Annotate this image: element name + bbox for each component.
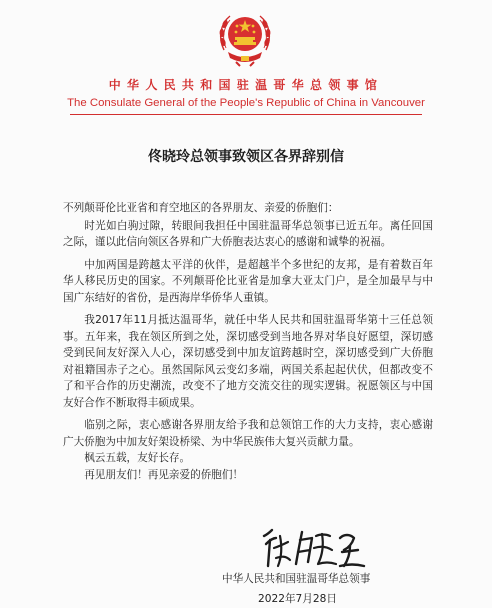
consulate-name-chinese: 中华人民共和国驻温哥华总领事馆: [108, 78, 384, 92]
handwritten-signature-icon: [256, 526, 374, 570]
paragraph: 临别之际，衷心感谢各界朋友给予我和总领馆工作的大力支持，衷心感谢广大侨胞为中加友好架设桥梁、为中华民族伟大复兴贡献力量。: [63, 419, 433, 448]
paragraph: 中加两国是跨越太平洋的伙伴，是超越半个多世纪的友邦，是有着数百年华人移民历史的国家。不列颠哥伦比亚省是加拿大亚太门户，是全加最早与中国广东结好的省份，是西海岸华侨华人重镇。: [63, 258, 433, 304]
national-emblem-icon: [214, 8, 276, 70]
paragraph: 再见朋友们！再见亲爱的侨胞们！: [84, 468, 244, 481]
signoff-organization: 中华人民共和国驻温哥华总领事: [222, 573, 371, 585]
paragraph: 时光如白驹过隙，转眼间我担任中国驻温哥华总领事已近五年。离任回国之际，谨以此信向领区各界和广大侨胞表达衷心的感谢和诚挚的祝福。: [63, 219, 433, 248]
letterhead-divider: [70, 114, 422, 115]
paragraph: 我2017年11月抵达温哥华，就任中华人民共和国驻温哥华第十三任总领事。五年来，我在领区所到之处，深切感受到当地各界对华良好愿望，深切感受到民间友好深入人心，深切感受到中加友谊跨越时空，深切感受到广大侨胞对祖籍国赤子之心。虽然国际风云变幻多端，两国关系起起伏伏，但都改变不了和平合作的历史潮流，改变不了地方交流交往的现实逻辑。祝愿领区与中国友好合作不断取得丰硕成果。: [63, 314, 433, 409]
signoff-date: 2022年7月28日: [258, 593, 337, 605]
letter-title: 佟晓玲总领事致领区各界辞别信: [148, 149, 344, 165]
salutation: 不列颠哥伦比亚省和育空地区的各界朋友、亲爱的侨胞们：: [63, 202, 339, 214]
consulate-name-english: The Consulate General of the People's Republic of China in Vancouver: [67, 97, 425, 109]
paragraph: 枫云五载，友好长存。: [84, 452, 191, 464]
letter-body: [63, 200, 433, 483]
